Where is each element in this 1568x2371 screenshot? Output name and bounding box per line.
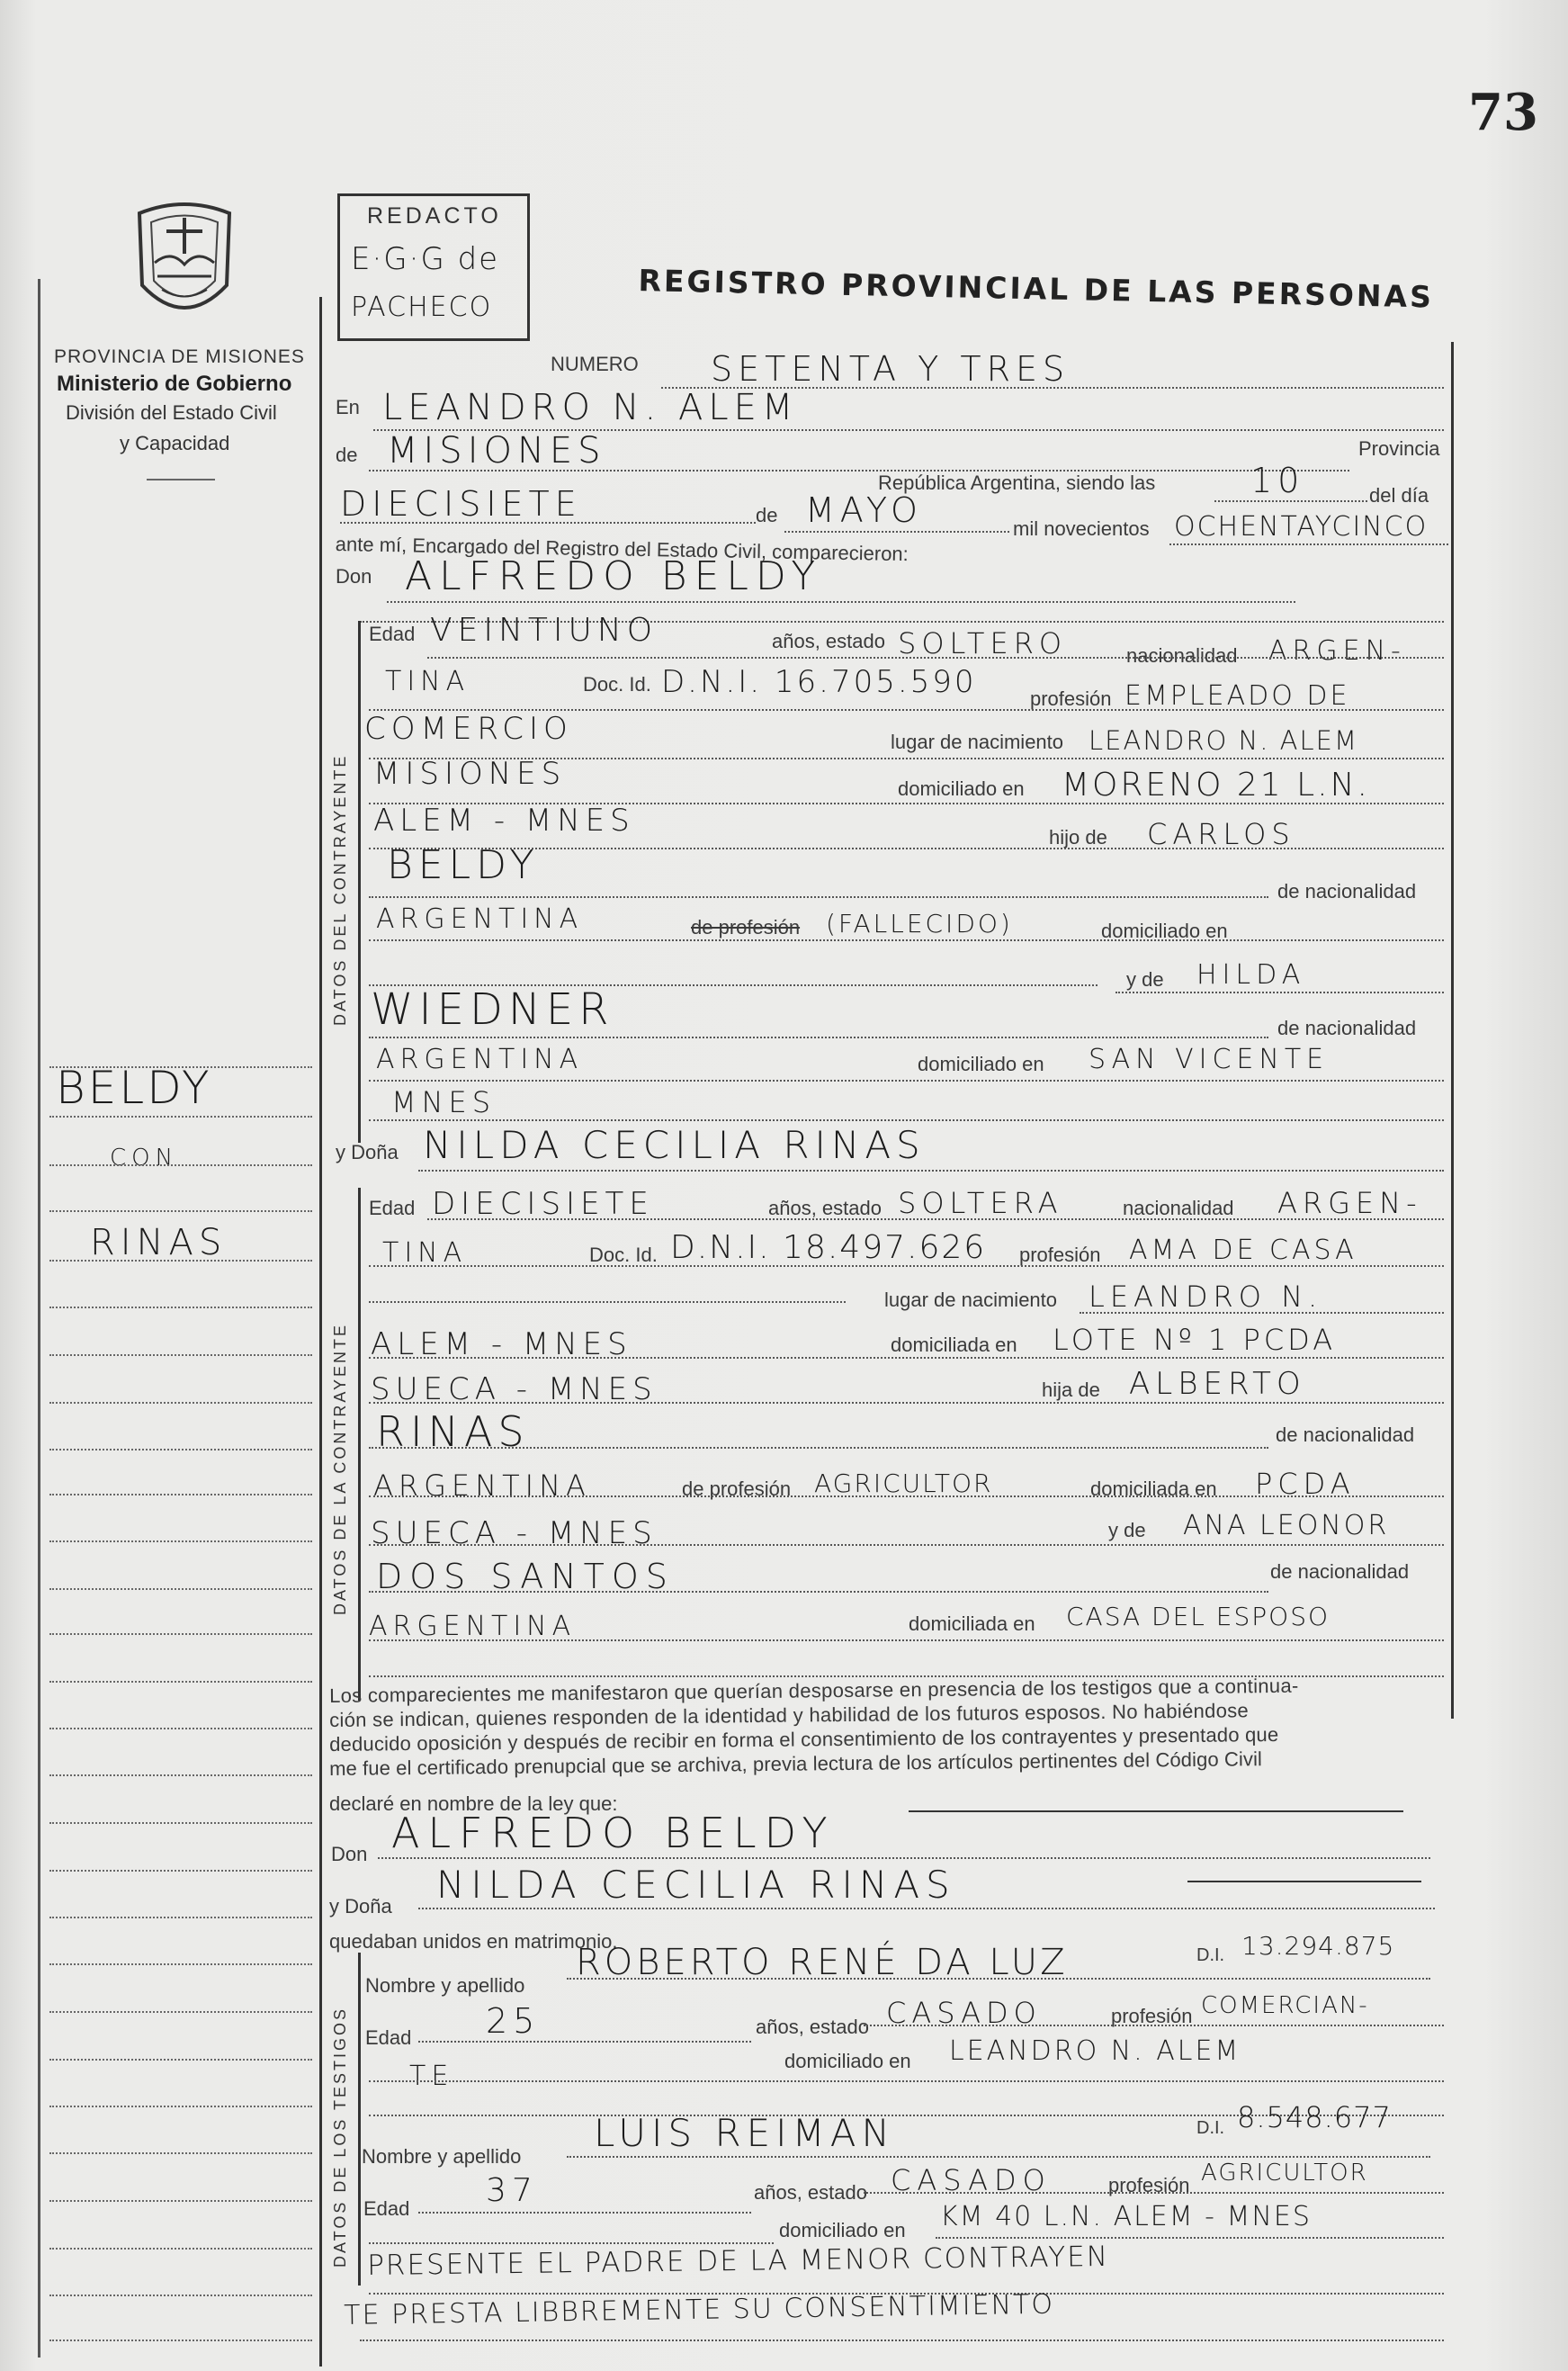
f-line-3 [1080, 1312, 1444, 1314]
hora-value: 10 [1250, 461, 1305, 500]
decl-line-2: ción se indican, quienes responden de la identidad y habilidad de los futuros esposos. No habiéndose [329, 1699, 1250, 1731]
f-line-3a [369, 1301, 846, 1303]
c-nac-value-b: TINA [385, 666, 470, 697]
f-padre-nac-value: ARGENTINA [373, 1468, 591, 1503]
margin-line [49, 1681, 312, 1683]
f-madre-value-a: ANA LEONOR [1183, 1510, 1390, 1541]
numero-label: NUMERO [551, 353, 639, 375]
del-dia-label: del día [1369, 484, 1429, 507]
t1-di-label: D.I. [1196, 1945, 1225, 1965]
t1-dom-value: LEANDRO N. ALEM [949, 2035, 1241, 2067]
margin-line [49, 1963, 312, 1965]
t1-nombre-label: Nombre y apellido [365, 1974, 525, 1997]
t1-edad-value: 25 [486, 2001, 541, 2041]
t1-prof-label: profesión [1111, 2005, 1193, 2027]
f-line-6 [369, 1447, 1268, 1449]
c-madre-dom-value-b: MNES [391, 1085, 497, 1119]
t1-di-value: 13.294.875 [1241, 1931, 1395, 1961]
left-margin-rule [38, 279, 40, 2358]
dia-value: DIECISIETE [340, 484, 582, 524]
page-title: REGISTRO PROVINCIAL DE LAS PERSONAS [638, 263, 1435, 315]
margin-line [49, 1633, 312, 1635]
t2-line-2 [864, 2192, 1444, 2194]
c-madre-dom-label: domiciliado en [918, 1053, 1044, 1075]
anio-value: OCHENTAYCINCO [1174, 511, 1429, 543]
de2-label: de [756, 504, 778, 526]
c-line-6 [369, 896, 1268, 898]
org-province: PROVINCIA DE MISIONES [54, 346, 305, 367]
margin-line [49, 1402, 312, 1404]
province-seal-icon [126, 200, 243, 335]
c-nac-value-a: ARGEN- [1268, 635, 1406, 667]
margin-line [49, 1354, 312, 1356]
decl-don-value: ALFREDO BELDY [391, 1809, 836, 1857]
redacto-stamp [337, 193, 530, 341]
c-line-11 [369, 1080, 1444, 1082]
t2-di-label: D.I. [1196, 2118, 1225, 2138]
margin-line [49, 2106, 312, 2107]
de-label: de [336, 444, 358, 466]
c-prof-value-b: COMERCIO [364, 711, 573, 747]
republica-label: República Argentina, siendo las [878, 472, 1156, 494]
c-madre-label: y de [1126, 968, 1164, 991]
t1-edad-line [418, 2041, 751, 2043]
c-prof-value-a: EMPLEADO DE [1124, 680, 1350, 712]
form-right-rule [1451, 342, 1454, 1719]
dona-label: y Doña [336, 1141, 399, 1163]
contrayenta-bracket [358, 1188, 361, 1701]
t2-nombre-label: Nombre y apellido [362, 2145, 522, 2168]
org-ministry: Ministerio de Gobierno [57, 372, 292, 396]
c-padre-prof-value: (FALLECIDO) [826, 909, 1013, 939]
t1-prof-value-b: TE [409, 2061, 454, 2092]
nota-line-1: PRESENTE EL PADRE DE LA MENOR CONTRAYEN [367, 2240, 1110, 2282]
decl-dona-value: NILDA CECILIA RINAS [436, 1863, 956, 1907]
decl-don-line [378, 1857, 1430, 1859]
t2-edad-label: Edad [363, 2197, 410, 2220]
margin-con: CON [110, 1145, 179, 1172]
c-padre-value-b: BELDY [387, 842, 540, 888]
mes-line [784, 531, 1009, 533]
margin-line [49, 2200, 312, 2202]
org-capacity: y Capacidad [120, 432, 230, 454]
c-prof-label: profesión [1030, 687, 1112, 710]
c-padre-nac-label: de nacionalidad [1277, 880, 1417, 903]
c-doc-value: D.N.I. 16.705.590 [661, 664, 977, 700]
mes-value: MAYO [805, 490, 923, 530]
c-lugar-value-b: MISIONES [373, 756, 567, 792]
org-divider [147, 479, 215, 480]
t1-nombre-value: ROBERTO RENÉ DA LUZ [576, 1942, 1069, 1983]
f-line-2 [369, 1265, 1444, 1267]
f-line-10 [369, 1639, 1444, 1641]
c-padre-value-a: CARLOS [1147, 817, 1295, 851]
c-line-12 [369, 1119, 1444, 1121]
c-padre-nac-value: ARGENTINA [376, 903, 584, 935]
nota-line-2: TE PRESTA LIBBREMENTE SU CONSENTIMIENTO [344, 2288, 1055, 2331]
margin-line [49, 1774, 312, 1776]
margin-line [49, 1164, 312, 1166]
f-hija-label: hija de [1042, 1379, 1100, 1401]
margin-line [49, 2248, 312, 2250]
f-line-5 [369, 1402, 1444, 1404]
t1-line-2 [864, 2025, 1444, 2026]
margin-line [49, 1494, 312, 1495]
dia-line [340, 522, 756, 524]
c-edad-label: Edad [369, 623, 416, 645]
f-line-7 [369, 1495, 1444, 1497]
c-padre-dom-label: domiciliado en [1101, 920, 1228, 942]
f-line-8 [369, 1544, 1444, 1546]
margin-line [49, 1917, 312, 1918]
margin-line [49, 2340, 312, 2341]
margin-line [49, 1307, 312, 1308]
t1-estado-value: CASADO [886, 1996, 1042, 2030]
margin-line [49, 1449, 312, 1450]
t2-di-value: 8.548.677 [1237, 2100, 1392, 2134]
t2-estado-label: años, estado [754, 2181, 867, 2204]
mil-label: mil novecientos [1013, 517, 1150, 540]
f-prof-value: AMA DE CASA [1129, 1235, 1357, 1266]
t2-prof-label: profesión [1108, 2174, 1190, 2196]
c-dom-value-b: ALEM - MNES [373, 803, 635, 839]
decl-line-1: Los comparecientes me manifestaron que querían desposarse en presencia de los testigos que a continua- [329, 1674, 1299, 1707]
page-number: 73 [1468, 83, 1538, 142]
f-padre-dom-value-a: PCDA [1255, 1467, 1356, 1501]
t2-prof-value: AGRICULTOR [1201, 2160, 1368, 2187]
decl-line-5: declaré en nombre de la ley que: [329, 1792, 618, 1815]
margin-line [49, 1822, 312, 1824]
f-padre-prof-value: AGRICULTOR [814, 1468, 993, 1498]
margin-line [49, 1260, 312, 1262]
c-nac-label: nacionalidad [1126, 644, 1238, 667]
margin-line [49, 1066, 312, 1068]
margin-surname-bride: RINAS [90, 1222, 228, 1263]
margin-line [49, 2059, 312, 2061]
anio-line [1169, 543, 1448, 545]
c-estado-value: SOLTERO [898, 626, 1068, 660]
margin-line [49, 2152, 312, 2154]
f-estado-value: SOLTERA [898, 1186, 1063, 1220]
margin-line [49, 1540, 312, 1542]
decl-dona-line [418, 1908, 1435, 1909]
t2-line-3 [936, 2237, 1444, 2239]
f-padre-prof-label: de profesión [682, 1477, 792, 1500]
margin-line [49, 1116, 312, 1118]
dona-value: NILDA CECILIA RINAS [423, 1123, 926, 1167]
t1-line-1 [567, 1978, 1430, 1980]
t1-estado-label: años, estado [756, 2016, 869, 2038]
c-dom-label: domiciliado en [898, 777, 1025, 800]
c-doc-label: Doc. Id. [583, 673, 651, 696]
don-line [387, 601, 1295, 603]
f-lugar-value-b: ALEM - MNES [371, 1326, 632, 1362]
stamp-title: REDACTO [367, 203, 502, 229]
decl-line-3: deducido oposición y después de recibir en forma el consentimiento de los contrayentes y presentado que [329, 1722, 1279, 1756]
c-madre-dom-value-a: SAN VICENTE [1089, 1044, 1330, 1075]
c-padre-prof-label: de profesión [691, 916, 801, 939]
c-edad-value: VEINTIUNO [430, 612, 659, 649]
f-estado-label: años, estado [768, 1197, 882, 1219]
f-doc-value: D.N.I. 18.497.626 [670, 1229, 987, 1266]
contrayente-section-label: DATOS DEL CONTRAYENTE [331, 753, 349, 1026]
ante-label: ante mí, Encargado del Registro del Estado Civil, comparecieron: [335, 533, 909, 566]
t2-edad-line [418, 2212, 751, 2214]
c-lugar-value-a: LEANDRO N. ALEM [1089, 725, 1359, 756]
testigos-section-label: DATOS DE LOS TESTIGOS [331, 2006, 349, 2268]
f-nac-label: nacionalidad [1123, 1197, 1234, 1219]
c-line-7 [369, 939, 1444, 941]
c-madre-value-a: HILDA [1196, 959, 1306, 991]
decl-unidos: quedaban unidos en matrimonio. [329, 1930, 618, 1953]
margin-line [49, 1210, 312, 1212]
c-line-10 [369, 1037, 1268, 1038]
margin-line [49, 2011, 312, 2013]
f-edad-label: Edad [369, 1197, 416, 1219]
don-value: ALFREDO BELDY [405, 553, 823, 599]
decl-don-label: Don [331, 1843, 368, 1865]
t2-nombre-value: LUIS REIMAN [594, 2111, 895, 2155]
f-dom-value-b: SUECA - MNES [371, 1371, 658, 1407]
f-lugar-label: lugar de nacimiento [884, 1289, 1058, 1311]
c-estado-label: años, estado [772, 630, 885, 652]
don-label: Don [336, 565, 372, 588]
t2-line-1 [567, 2156, 1430, 2158]
f-nac-value-b: TINA [382, 1237, 468, 1269]
c-madre-nac-label: de nacionalidad [1277, 1017, 1417, 1039]
numero-value: SETENTA Y TRES [711, 349, 1071, 389]
form-left-rule [319, 297, 322, 2367]
en-label: En [336, 396, 360, 418]
f-madre-dom-label: domiciliada en [909, 1612, 1035, 1635]
stamp-line2: PACHECO [351, 292, 493, 323]
decl-dona-line-2 [1187, 1881, 1421, 1882]
dona-line [418, 1170, 1444, 1172]
t1-edad-label: Edad [365, 2026, 412, 2049]
decl-don-line-2 [909, 1810, 1403, 1812]
t2-line-3a [369, 2242, 774, 2244]
t2-edad-value: 37 [486, 2172, 538, 2209]
f-padre-dom-value-b: SUECA - MNES [371, 1515, 658, 1551]
c-lugar-label: lugar de nacimiento [891, 731, 1064, 753]
f-prof-label: profesión [1019, 1244, 1101, 1266]
c-madre-value-b: WIEDNER [371, 984, 614, 1035]
f-padre-value-b: RINAS [376, 1407, 530, 1456]
margin-line [49, 1728, 312, 1729]
f-doc-label: Doc. Id. [589, 1244, 658, 1266]
t2-dom-label: domiciliado en [779, 2219, 906, 2241]
t1-prof-value-a: COMERCIAN- [1201, 1992, 1369, 2019]
contrayente-bracket [358, 621, 361, 1143]
f-line-9 [369, 1591, 1268, 1593]
contrayenta-section-label: DATOS DE LA CONTRAYENTE [331, 1322, 349, 1615]
c-line-9 [1116, 992, 1444, 993]
f-madre-nac-label: de nacionalidad [1270, 1560, 1410, 1583]
t1-dom-label: domiciliado en [784, 2050, 911, 2072]
f-edad-value: DIECISIETE [432, 1186, 654, 1222]
org-division: División del Estado Civil [66, 401, 277, 424]
provincia-label: Provincia [1358, 437, 1440, 460]
f-line-4 [369, 1357, 1444, 1359]
stamp-line1: E·G·G de [351, 241, 500, 277]
f-madre-label: y de [1108, 1519, 1146, 1541]
f-madre-nac-value: ARGENTINA [369, 1611, 577, 1642]
decl-line-4: me fue el certificado prenupcial que se archiva, previa lectura de los artículos pertinentes del Código Civil [329, 1747, 1263, 1780]
decl-dona-label: y Doña [329, 1895, 392, 1917]
margin-line [49, 1588, 312, 1590]
f-line-1 [427, 1218, 1444, 1220]
f-padre-value-a: ALBERTO [1129, 1366, 1306, 1402]
f-dom-label: domiciliada en [891, 1334, 1017, 1356]
f-padre-nac-label: de nacionalidad [1276, 1423, 1415, 1446]
nota-rule-2 [360, 2340, 1444, 2341]
c-line-1 [427, 657, 1444, 659]
de-value: MISIONES [387, 430, 606, 472]
t2-estado-value: CASADO [891, 2163, 1052, 2197]
margin-line [49, 1870, 312, 1872]
f-lugar-value-a: LEANDRO N. [1089, 1280, 1323, 1314]
margin-line [49, 2295, 312, 2296]
en-value: LEANDRO N. ALEM [382, 387, 799, 428]
f-padre-dom-label: domiciliada en [1090, 1477, 1217, 1500]
f-madre-value-b: DOS SANTOS [376, 1557, 675, 1596]
testigos-bracket [358, 1953, 361, 2286]
f-madre-dom-value: CASA DEL ESPOSO [1066, 1602, 1331, 1631]
f-nac-value-a: ARGEN- [1277, 1186, 1422, 1220]
hora-line [1214, 500, 1367, 502]
f-dom-value-a: LOTE Nº 1 PCDA [1053, 1323, 1337, 1357]
c-dom-value-a: MORENO 21 L.N. [1062, 767, 1370, 804]
margin-surname-groom: BELDY [56, 1062, 212, 1114]
c-madre-nac-value: ARGENTINA [376, 1044, 584, 1075]
c-hijo-label: hijo de [1049, 826, 1107, 849]
t2-dom-value: KM 40 L.N. ALEM - MNES [940, 2201, 1312, 2232]
t1-line-3 [369, 2080, 1444, 2082]
